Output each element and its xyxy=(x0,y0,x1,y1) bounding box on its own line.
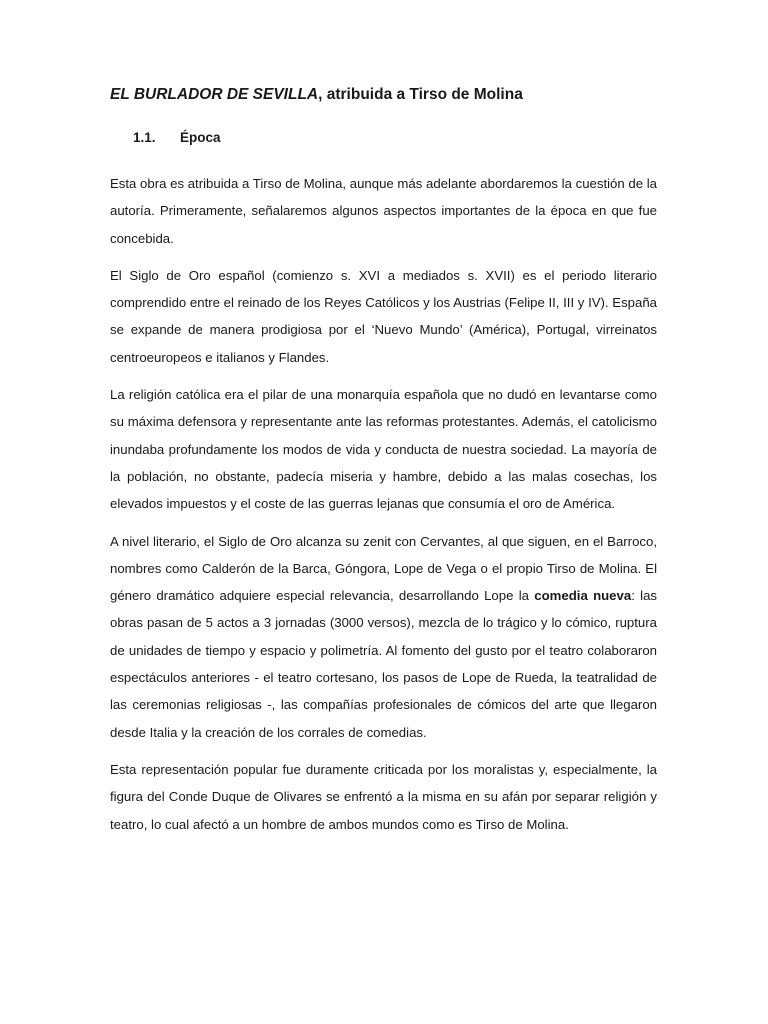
section-number: 1.1. xyxy=(133,130,156,145)
paragraph-1: Esta obra es atribuida a Tirso de Molina, aunque más adelante abordaremos la cuestión de la autoría. Primeramente, señalaremos algunos aspectos importantes de la época en que fue concebida. xyxy=(110,176,657,246)
title-attribution: , atribuida a Tirso de Molina xyxy=(318,86,523,103)
document-title xyxy=(110,84,657,106)
paragraph-5: Esta representación popular fue duramente criticada por los moralistas y, especialmente, la figura del Conde Duque de Olivares se enfrentó a la misma en su afán por separar religión y teatro, lo cual afectó a un hombre de ambos mundos como es Tirso de Molina. xyxy=(110,761,657,832)
document-page xyxy=(110,84,657,848)
paragraph-2: El Siglo de Oro español (comienzo s. XVI a mediados s. XVII) es el periodo literario comprendido entre el reinado de los Reyes Católicos y los Austrias (Felipe II, III y IV). España se expande de manera prodigiosa por el ‘Nuevo Mundo’ (América), Portugal, virreinatos centroeuropeos e italianos y Flandes. xyxy=(110,267,657,365)
paragraph-4-text-start: A nivel literario, el Siglo de Oro alcanza su zenit con Cervantes, al que siguen, en el Barroco, nombres como Calderón de la Barca, Góngora, Lope de Vega o el propio Tirso de Molina. El género dramático adquiere especial relevancia, desarrollando Lope la xyxy=(110,533,657,604)
section-heading xyxy=(133,128,657,148)
section-title: Época xyxy=(180,130,221,145)
paragraph-4-bold-term: comedia nueva xyxy=(534,588,632,604)
paragraph-4-text-end: : las obras pasan de 5 actos a 3 jornadas (3000 versos), mezcla de lo trágico y lo cómico, ruptura de unidades de tiempo y espacio y polimetría. Al fomento del gusto por el teatro colaboraron espectáculos anteriores - el teatro cortesano, los pasos de Lope de Rueda, la teatralidad de las ceremonias religiosas -, las compañías profesionales de cómicos del arte que llegaron desde Italia y la creación de los corrales de comedias. xyxy=(110,588,657,740)
work-title: EL BURLADOR DE SEVILLA xyxy=(110,86,319,103)
paragraph-4 xyxy=(110,528,657,746)
paragraph-3: La religión católica era el pilar de una monarquía española que no dudó en levantarse como su máxima defensora y representante ante las reformas protestantes. Además, el catolicismo inundaba profundamente los modos de vida y conducta de nuestra sociedad. La mayoría de la población, no obstante, padecía miseria y hambre, debido a las malas cosechas, los elevados impuestos y el coste de las guerras lejanas que consumía el oro de América. xyxy=(110,387,657,512)
